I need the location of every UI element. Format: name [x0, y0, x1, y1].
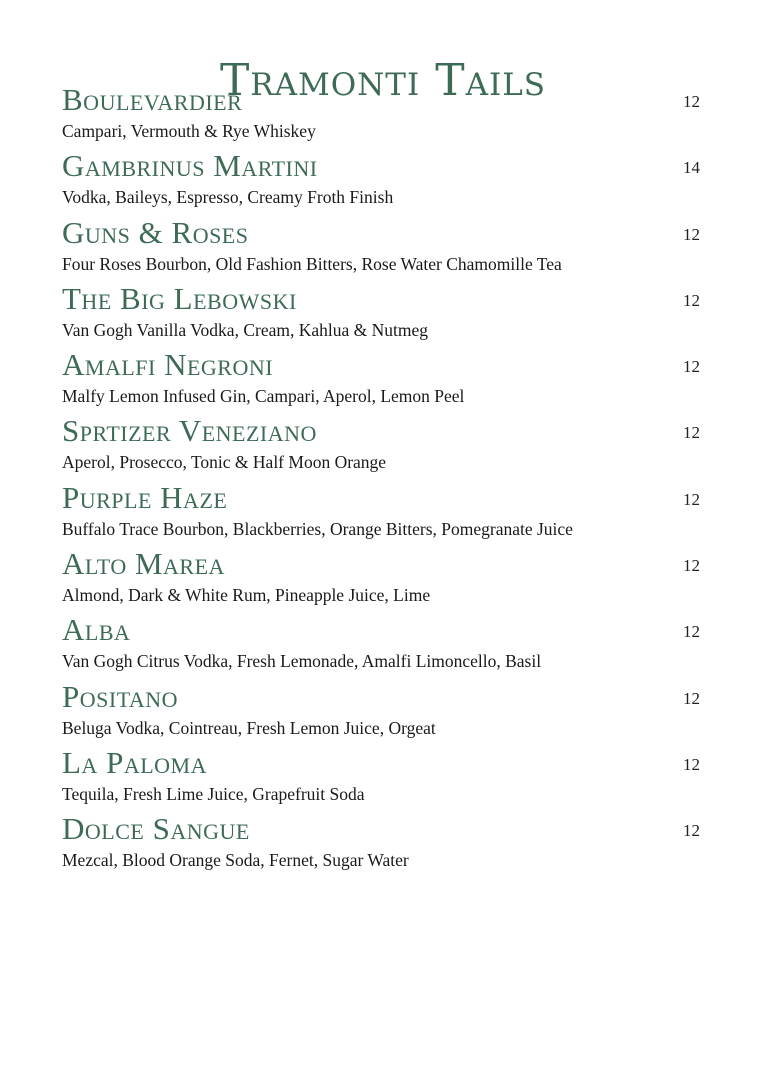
item-name: Alba	[62, 612, 131, 648]
item-price: 12	[683, 290, 700, 310]
menu-item	[62, 546, 712, 612]
item-name: Boulevardier	[62, 82, 243, 117]
item-description: Van Gogh Vanilla Vodka, Cream, Kahlua & Nutmeg	[62, 319, 428, 340]
item-price: 14	[683, 158, 700, 178]
item-description: Almond, Dark & White Rum, Pineapple Juice, Lime	[62, 585, 431, 606]
menu-item	[62, 148, 712, 214]
item-price: 12	[683, 423, 700, 443]
item-name: Guns & Roses	[62, 214, 249, 250]
item-name: La Paloma	[62, 744, 207, 780]
item-description: Tequila, Fresh Lime Juice, Grapefruit Soda	[62, 783, 365, 804]
page-title: Tramonti Tails	[219, 55, 547, 107]
item-name: Gambrinus Martini	[62, 148, 318, 184]
menu-item	[62, 745, 712, 811]
cocktail-list	[62, 82, 712, 878]
menu-item	[62, 281, 712, 347]
item-description: Buffalo Trace Bourbon, Blackberries, Orange Bitters, Pomegranate Juice	[62, 518, 573, 539]
menu-item	[62, 215, 712, 281]
item-price: 12	[683, 92, 700, 111]
item-name: Sprtizer Veneziano	[62, 413, 317, 449]
menu-item	[62, 347, 712, 413]
item-description: Aperol, Prosecco, Tonic & Half Moon Orange	[62, 452, 387, 473]
item-description: Beluga Vodka, Cointreau, Fresh Lemon Juice, Orgeat	[62, 717, 436, 738]
menu-item	[62, 82, 712, 148]
item-name: The Big Lebowski	[62, 280, 297, 316]
item-description: Mezcal, Blood Orange Soda, Fernet, Sugar Water	[62, 850, 409, 871]
item-name: Purple Haze	[62, 479, 228, 515]
menu-item	[62, 413, 712, 479]
item-price: 12	[683, 556, 700, 576]
item-description: Campari, Vermouth & Rye Whiskey	[62, 121, 316, 141]
menu-item	[62, 612, 712, 678]
item-name: Amalfi Negroni	[62, 347, 274, 383]
item-price: 12	[683, 489, 700, 509]
item-description: Malfy Lemon Infused Gin, Campari, Aperol, Lemon Peel	[62, 386, 465, 407]
item-name: Dolce Sangue	[62, 811, 250, 847]
item-price: 12	[683, 821, 700, 841]
menu-item	[62, 679, 712, 745]
item-name: Positano	[62, 678, 179, 714]
item-description: Van Gogh Citrus Vodka, Fresh Lemonade, Amalfi Limoncello, Basil	[62, 651, 542, 672]
item-description: Vodka, Baileys, Espresso, Creamy Froth Finish	[62, 187, 394, 208]
menu-item	[62, 811, 712, 877]
item-price: 12	[683, 688, 700, 708]
item-name: Alto Marea	[62, 546, 225, 582]
item-price: 12	[683, 224, 700, 244]
menu-item	[62, 480, 712, 546]
item-price: 12	[683, 622, 700, 642]
item-price: 12	[683, 754, 700, 774]
item-price: 12	[683, 357, 700, 377]
item-description: Four Roses Bourbon, Old Fashion Bitters, Rose Water Chamomille Tea	[62, 253, 562, 274]
